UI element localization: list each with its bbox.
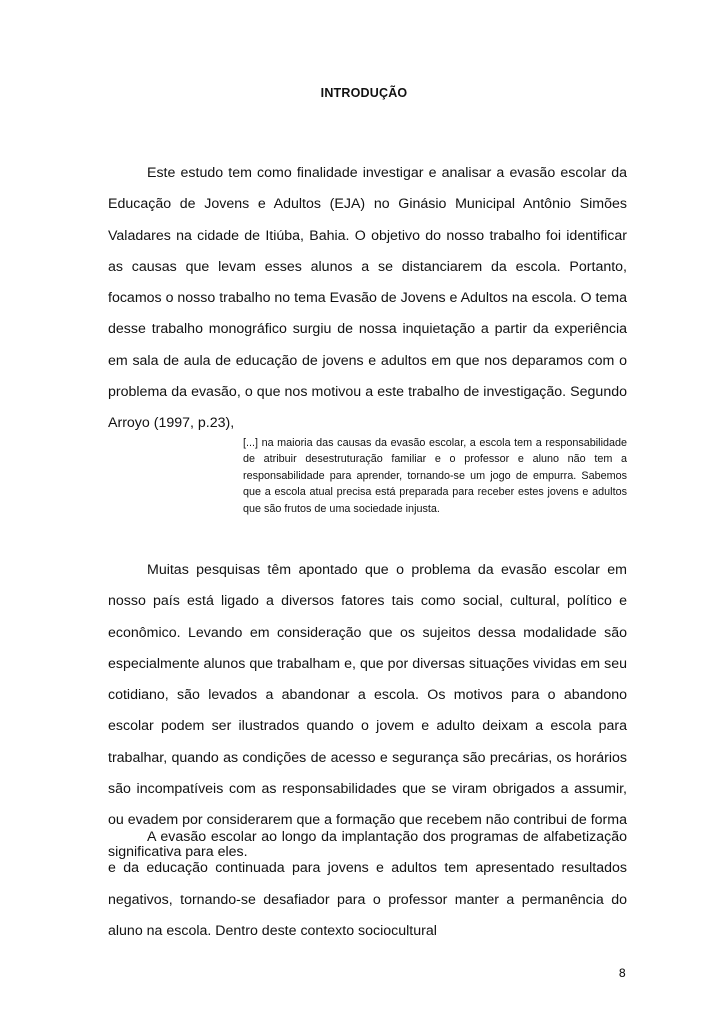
body-paragraph: A evasão escolar ao longo da implantação dos programas de alfabetização e da educação continuada para jovens e adultos tem apresentado resultados negativos, tornando-se desafiador para o professor manter a permanência do aluno na escola. Dentro deste contexto sociocultural [108, 829, 627, 939]
body-paragraph: Este estudo tem como finalidade investigar e analisar a evasão escolar da Educação de Jovens e Adultos (EJA) no Ginásio Municipal Antônio Simões Valadares na cidade de Itiúba, Bahia. O objetivo do nosso trabalho foi identificar as causas que levam esses alunos a se distanciarem da escola. Portanto, focamos o nosso trabalho no tema Evasão de Jovens e Adultos na escola. O tema desse trabalho monográfico surgiu de nossa inquietação a partir da experiência em sala de aula de educação de jovens e adultos em que nos deparamos com o problema da evasão, o que nos motivou a este trabalho de investigação. Segundo Arroyo (1997, p.23), [108, 165, 627, 432]
section-title: INTRODUÇÃO [320, 86, 408, 100]
block-quote: [...] na maioria das causas da evasão escolar, a escola tem a responsabilidade de atribuir desestruturação familiar e o professor e aluno não tem a responsabilidade para aprender, tornando-se um jogo de empurra. Sabemos que a escola atual precisa está preparada para receber estes jovens e adultos que são frutos de uma sociedade injusta. [243, 437, 627, 515]
body-paragraph: Muitas pesquisas têm apontado que o problema da evasão escolar em nosso país está ligado a diversos fatores tais como social, cultural, político e econômico. Levando em consideração que os sujeitos dessa modalidade são especialmente alunos que trabalham e, que por diversas situações vividas em seu cotidiano, são levados a abandonar a escola. Os motivos para o abandono escolar podem ser ilustrados quando o jovem e adulto deixam a escola para trabalhar, quando as condições de acesso e segurança são precárias, os horários são incompatíveis com as responsabilidades que se viram obrigados a assumir, ou evadem por considerarem que a formação que recebem não contribui de forma significativa para eles. [108, 562, 627, 860]
page-number: 8 [618, 966, 626, 980]
